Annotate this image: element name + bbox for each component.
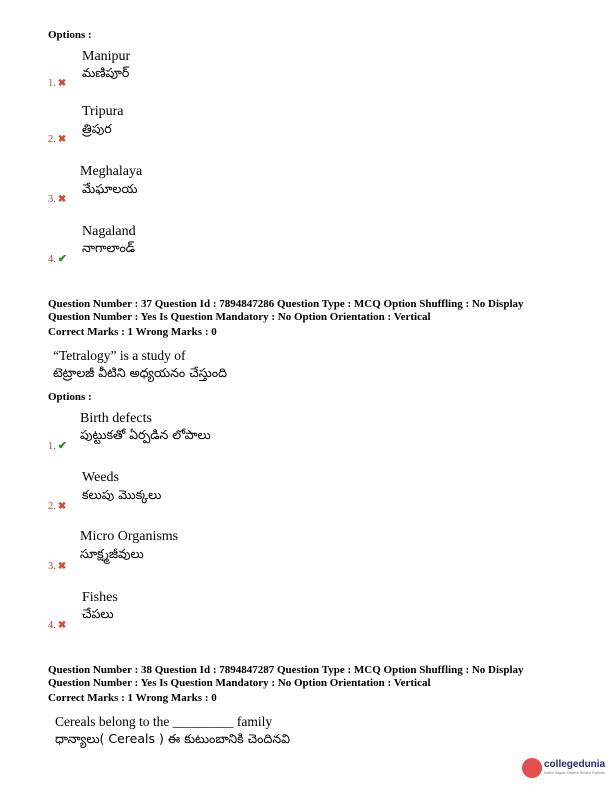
wrong-icon: ✖ [57,194,67,205]
wrong-icon: ✖ [57,620,67,631]
question-header-line1: Question Number : 38 Question Id : 7894847287 Question Type : MCQ Option Shuffling : No Display [48,664,524,676]
collegedunia-logo [522,756,608,782]
logo-tagline: India's largest Student Review Platform [544,771,605,775]
options-label: Options : [48,29,92,41]
option-text-en: Fishes [82,590,118,605]
option-text-en: Birth defects [80,411,152,426]
option-text-te: మణిపూర్ [82,65,130,80]
question-text-te: ధాన్యాలు( Cereals ) ఈ కుటుంబానికి చెందినవి [55,731,290,746]
option-number: 3. ✖ [48,561,67,572]
option-text-te: చేపలు [82,606,114,621]
wrong-icon: ✖ [57,561,67,572]
option-text-te: నాగాలాండ్ [82,240,136,255]
logo-name: collegedunia [544,759,606,770]
option-text-en: Manipur [82,49,131,64]
option-text-en: Meghalaya [80,164,143,179]
question-marks: Correct Marks : 1 Wrong Marks : 0 [48,326,217,338]
question-header-line2: Question Number : Yes Is Question Mandatory : No Option Orientation : Vertical [48,677,431,689]
options-label: Options : [48,391,92,403]
option-text-te: కలుపు మొక్కలు [82,487,162,502]
check-icon: ✔ [57,253,68,265]
option-number: 4. ✖ [48,620,67,631]
option-number: 1. ✔ [48,440,68,452]
option-text-en: Micro Organisms [80,529,179,544]
logo-icon [522,758,542,778]
option-text-te: త్రిపుర [82,121,112,136]
option-number: 2. ✖ [48,501,67,512]
option-text-en: Nagaland [82,224,136,239]
question-text-te: టెట్రాలజీ వీటిని అధ్యయనం చేస్తుంది [53,365,227,380]
option-number: 1. ✖ [48,78,67,89]
question-header-line1: Question Number : 37 Question Id : 7894847286 Question Type : MCQ Option Shuffling : No Display [48,298,524,310]
question-text-en: Cereals belong to the _________ family [55,714,273,729]
option-text-te: మేఘాలయ [82,181,138,196]
option-text-en: Tripura [82,104,124,119]
question-marks: Correct Marks : 1 Wrong Marks : 0 [48,692,217,704]
check-icon: ✔ [57,440,68,452]
question-text-en: “Tetralogy” is a study of [53,348,186,363]
option-number: 4. ✔ [48,253,68,265]
question-header-line2: Question Number : Yes Is Question Mandatory : No Option Orientation : Vertical [48,311,431,323]
option-text-te: పుట్టుకతో ఏర్పడిన లోపాలు [80,427,211,442]
wrong-icon: ✖ [57,78,67,89]
option-number: 3. ✖ [48,194,67,205]
option-text-te: సూక్ష్మజీవులు [80,546,144,561]
option-text-en: Weeds [82,470,119,485]
wrong-icon: ✖ [57,501,67,512]
option-number: 2. ✖ [48,134,67,145]
wrong-icon: ✖ [57,134,67,145]
